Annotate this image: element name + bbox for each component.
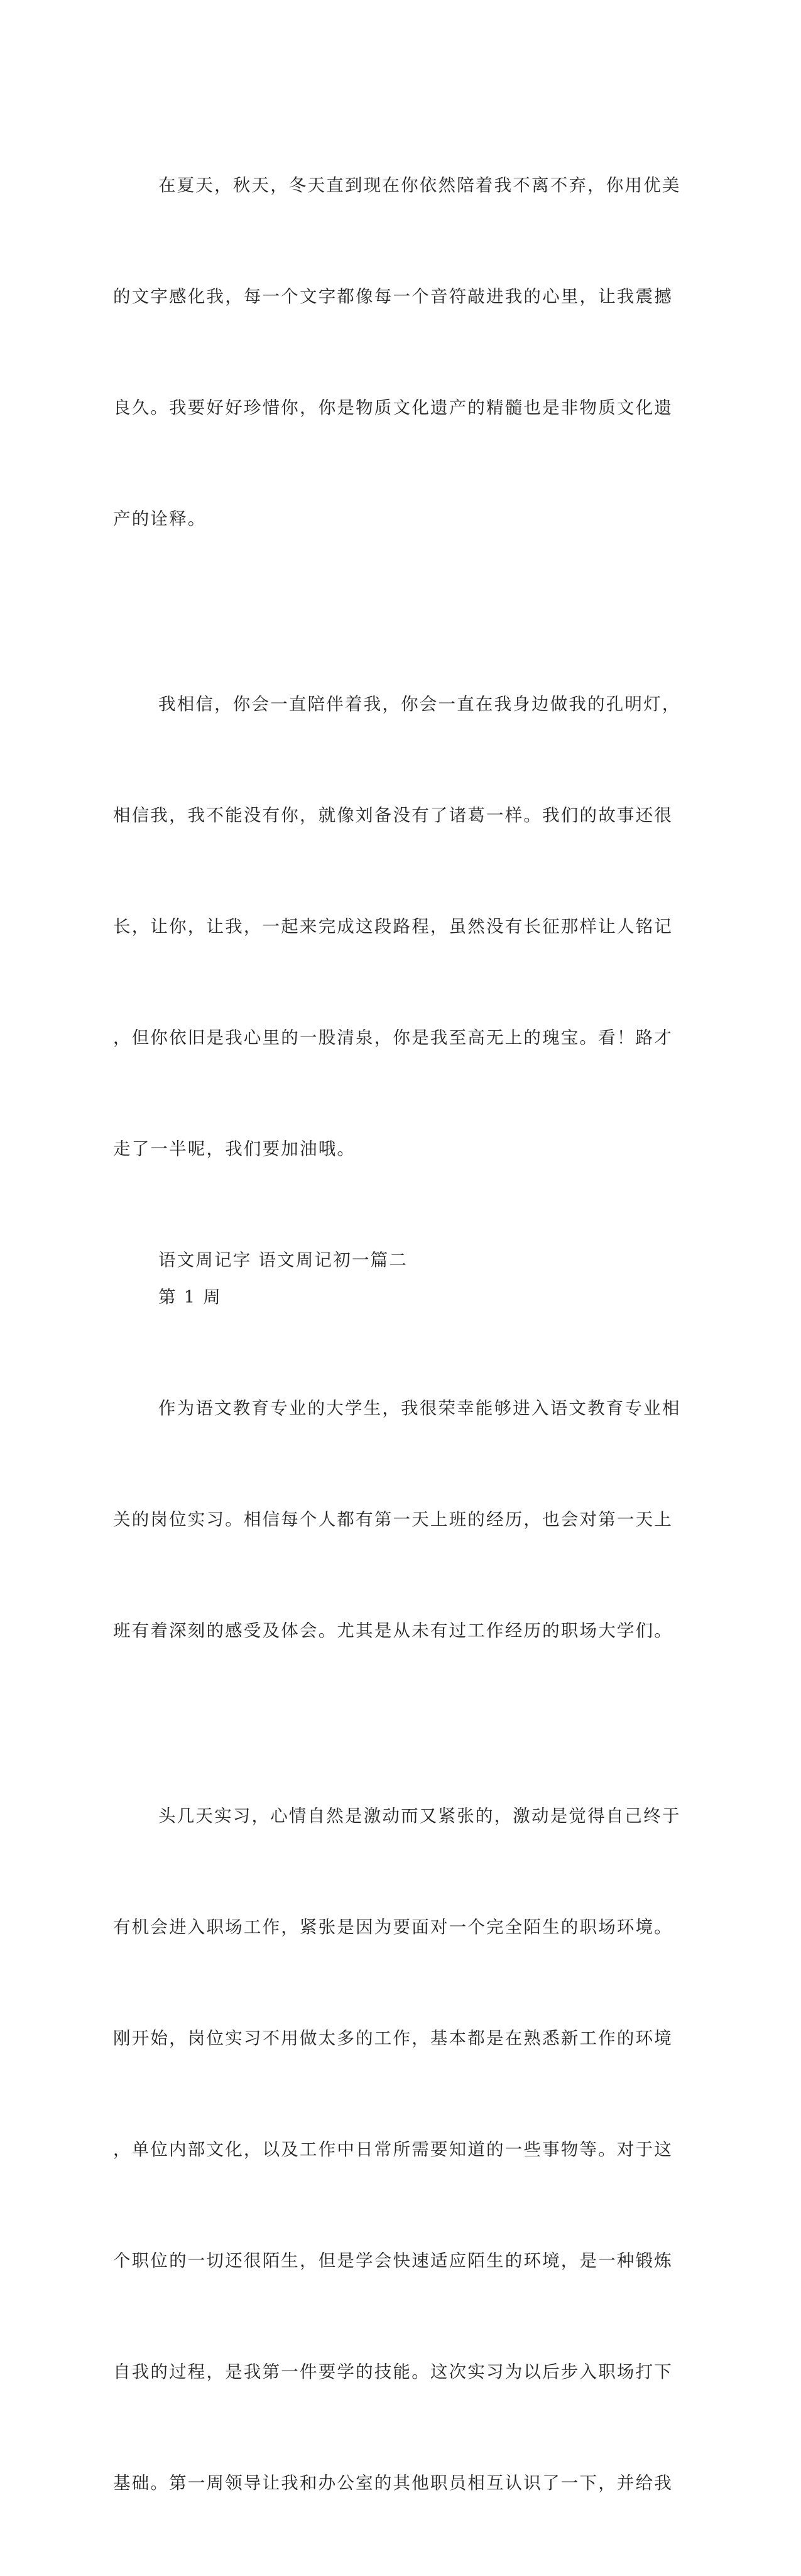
text-line: 在夏天，秋天，冬天直到现在你依然陪着我不离不弃，你用优美: [158, 175, 681, 195]
document-body: [113, 93, 681, 2576]
text-line: 个职位的一切还很陌生，但是学会快速适应陌生的环境，是一种锻炼: [113, 2251, 673, 2271]
text-line: 自我的过程，是我第一件要学的技能。这次实习为以后步入职场打下: [113, 2362, 673, 2382]
text-line: 基础。第一周领导让我和办公室的其他职员相互认识了一下，并给我: [113, 2473, 673, 2493]
text-line: 长，让你，让我，一起来完成这段路程，虽然没有长征那样让人铭记: [113, 916, 673, 937]
text-line: 良久。我要好好珍惜你，你是物质文化遗产的精髓也是非物质文化遗: [113, 398, 673, 418]
section-heading: 语文周记字 语文周记初一篇二: [158, 1250, 408, 1270]
text-line: 关的岗位实习。相信每个人都有第一天上班的经历，也会对第一天上: [113, 1509, 673, 1530]
paragraph: [113, 1316, 681, 1724]
text-line: 的文字感化我，每一个文字都像每一个音符敲进我的心里，让我震撼: [113, 286, 673, 307]
text-line: ，单位内部文化，以及工作中日常所需要知道的一些事物等。对于这: [113, 2139, 673, 2160]
text-line: 我相信，你会一直陪伴着我，你会一直在我身边做我的孔明灯，: [158, 694, 681, 714]
text-line: 产的诠释。: [113, 509, 207, 529]
text-line: 班有着深刻的感受及体会。尤其是从未有过工作经历的职场大学们。: [113, 1621, 673, 1641]
text-line: 刚开始，岗位实习不用做太多的工作，基本都是在熟悉新工作的环境: [113, 2028, 673, 2048]
paragraph: [113, 1724, 681, 2576]
text-line: 有机会进入职场工作，紧张是因为要面对一个完全陌生的职场环境。: [113, 1917, 673, 1937]
text-line: 头几天实习，心情自然是激动而又紧张的，激动是觉得自己终于: [158, 1806, 681, 1826]
text-line: 走了一半呢，我们要加油哦。: [113, 1139, 356, 1159]
paragraph: [113, 93, 681, 612]
paragraph: [113, 612, 681, 1242]
text-line: 作为语文教育专业的大学生，我很荣幸能够进入语文教育专业相: [158, 1398, 681, 1418]
text-line: 相信我，我不能没有你，就像刘备没有了诸葛一样。我们的故事还很: [113, 805, 673, 825]
week-label: 第 1 周: [158, 1287, 222, 1307]
text-line: ，但你依旧是我心里的一股清泉，你是我至高无上的瑰宝。看！路才: [113, 1028, 673, 1048]
